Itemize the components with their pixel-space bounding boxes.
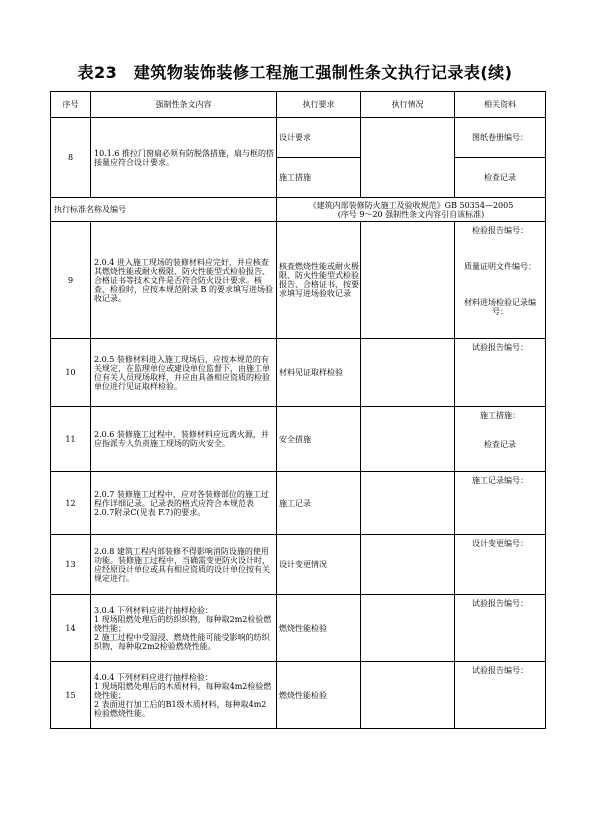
- related-references: [455, 222, 546, 339]
- reference-item: 试验报告编号：: [472, 666, 528, 675]
- related-references: [455, 595, 546, 662]
- reference-item: 检验报告编号：: [472, 226, 528, 235]
- execution-requirement: 设计变更情况: [277, 535, 361, 595]
- row-number: 9: [51, 222, 91, 339]
- table-row: [51, 407, 546, 472]
- clause-content: 2.0.6 装修施工过程中，装修材料应远离火源，并应指派专人负责施工现场的防火安全。: [91, 407, 277, 472]
- clause-content: 2.0.4 进入施工现场的装修材料应完好，并应核查其燃烧性能或耐火极限、防火性能型式检验报告、合格证书等技术文件是否符合防火设计要求。核查、检验时，应按本规范附录 B 的要求填写进场验收记录。: [91, 222, 277, 339]
- clause-content: 2.0.5 装修材料进入施工现场后，应按本规范的有关规定，在监理单位或建设单位监督下，由施工单位有关人员现场取样，并应由具备相应资质的检验单位进行见证取样检验。: [91, 339, 277, 407]
- execution-status[interactable]: [361, 339, 455, 407]
- table-row: [51, 472, 546, 535]
- row-number: 10: [51, 339, 91, 407]
- table-row: [51, 222, 546, 339]
- standard-line-1: 《建筑内部装修防火施工及验收规范》GB 50354—2005: [308, 200, 514, 210]
- reference-item: 试验报告编号：: [472, 343, 528, 352]
- header-status: 执行情况: [361, 92, 455, 118]
- execution-requirement: 材料见证取样检验: [277, 339, 361, 407]
- execution-status[interactable]: [361, 222, 455, 339]
- table-row: [51, 339, 546, 407]
- row-number: 14: [51, 595, 91, 662]
- row-number: 15: [51, 662, 91, 729]
- clause-content: 2.0.8 建筑工程内部装修不得影响消防设施的使用功能。装修施工过程中，当确需变更防火设计时，应经原设计单位或具有相应资质的设计单位按有关规定进行。: [91, 535, 277, 595]
- reference-item: 设计变更编号：: [472, 539, 528, 548]
- reference-item: 图纸卷册编号：: [455, 118, 546, 158]
- reference-item: 检查记录: [455, 158, 546, 198]
- row-number: 12: [51, 472, 91, 535]
- related-references: [455, 407, 546, 472]
- execution-status[interactable]: [361, 535, 455, 595]
- table-row: [51, 118, 546, 158]
- execution-requirement: 施工措施: [277, 158, 361, 198]
- header-references: 相关资料: [455, 92, 546, 118]
- reference-item: 施工记录编号：: [472, 476, 528, 485]
- execution-status[interactable]: [361, 407, 455, 472]
- related-references: [455, 662, 546, 729]
- table-header-row: [51, 92, 546, 118]
- clause-content: 2.0.7 装修施工过程中，应对各装修部位的施工过程作详细记录。记录表的格式应符合本规范表2.0.7附录C(见表 F.7)的要求。: [91, 472, 277, 535]
- table-row: [51, 595, 546, 662]
- clause-content: 3.0.4 下列材料应进行抽样检验： 1 现场阻燃处理后的纺织织物，每种取2m2检验燃烧性能； 2 施工过程中受湿浸、燃烧性能可能受影响的纺织织物，每种取2m2检验燃烧性能。: [91, 595, 277, 662]
- execution-requirement: 设计要求: [277, 118, 361, 158]
- execution-requirement: 施工记录: [277, 472, 361, 535]
- execution-requirement: 燃烧性能检验: [277, 595, 361, 662]
- execution-status[interactable]: [361, 472, 455, 535]
- row-number: 8: [51, 118, 91, 198]
- execution-status[interactable]: [361, 662, 455, 729]
- execution-requirement: 核查燃烧性能或耐火极限、防火性能型式检验报告、合格证书，按要求填写进场验收记录: [277, 222, 361, 339]
- standard-line-2: (序号 9～20 强制性条文内容引自该标准): [337, 209, 485, 219]
- execution-requirement: 安全措施: [277, 407, 361, 472]
- header-content: 强制性条文内容: [91, 92, 277, 118]
- related-references: [455, 339, 546, 407]
- execution-status[interactable]: [361, 595, 455, 662]
- clause-content: 10.1.6 推拉门窗扇必须有防脱落措施，扇与框的搭接量应符合设计要求。: [91, 118, 277, 198]
- related-references: [455, 472, 546, 535]
- header-requirement: 执行要求: [277, 92, 361, 118]
- clause-content: 4.0.4 下列材料应进行抽样检验： 1 现场阻燃处理后的木质材料，每种取4m2检验燃烧性能； 2 表面进行加工后的B1级木质材料，每种取4m2检验燃烧性能。: [91, 662, 277, 729]
- header-no: 序号: [51, 92, 91, 118]
- reference-item: 施工措施：: [480, 411, 520, 420]
- execution-status[interactable]: [361, 118, 455, 198]
- table-row: [51, 662, 546, 729]
- reference-item: 材料进场检验记录编号：: [464, 298, 536, 316]
- standard-name: [277, 198, 546, 222]
- page-title: 表23 建筑物装饰装修工程施工强制性条文执行记录表(续): [77, 63, 513, 82]
- reference-item: 质量证明文件编号：: [464, 262, 536, 271]
- standard-label: 执行标准名称及编号: [51, 198, 277, 222]
- record-table: [50, 91, 546, 729]
- related-references: [455, 535, 546, 595]
- reference-item: 检查记录: [484, 440, 516, 449]
- execution-requirement: 燃烧性能检验: [277, 662, 361, 729]
- standard-row: [51, 198, 546, 222]
- table-row: [51, 535, 546, 595]
- row-number: 13: [51, 535, 91, 595]
- row-number: 11: [51, 407, 91, 472]
- reference-item: 试验报告编号：: [472, 599, 528, 608]
